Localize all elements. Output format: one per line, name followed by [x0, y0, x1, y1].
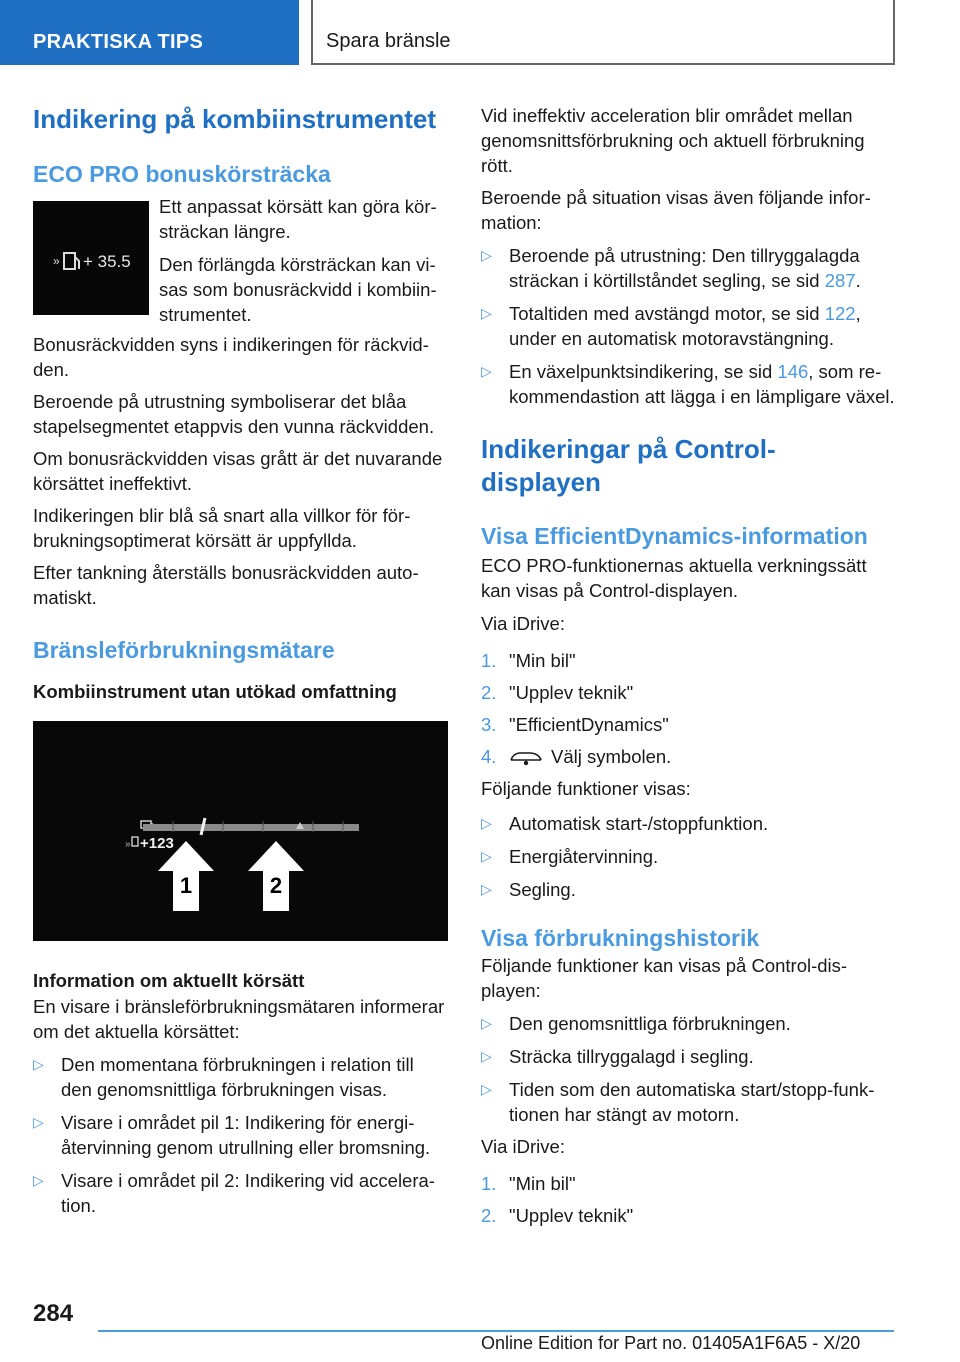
- triangle-bullet-icon: ▷: [481, 247, 492, 263]
- heading-control-display: Indikeringar på Control-displayen: [481, 434, 776, 497]
- heading-eco-pro: ECO PRO bonuskörsträcka: [33, 161, 331, 187]
- paragraph-following: Följande funktioner visas:: [481, 778, 691, 799]
- fuel-pump-icon: [132, 837, 138, 846]
- page-link[interactable]: 146: [777, 361, 809, 382]
- paragraph-history: Följande funktioner kan visas på Control-displayen:: [481, 955, 848, 1001]
- left-column: [33, 100, 448, 1218]
- heading-history: Visa förbrukningshistorik: [481, 925, 760, 951]
- chapter-tab: [0, 0, 299, 65]
- paragraph-blue-segment: Beroende på utrustning symboliserar det blåa stapelsegmentet etappvis den vunna räckvidden.: [33, 391, 435, 437]
- triangle-bullet-icon: ▷: [33, 1056, 44, 1072]
- section-title: Spara bränsle: [326, 30, 451, 52]
- triangle-bullet-icon: ▷: [481, 305, 492, 321]
- eco-block: [33, 194, 448, 334]
- page-link[interactable]: 122: [824, 303, 856, 324]
- paragraph-reset: Efter tankning återställs bonusräckvidden automatiskt.: [33, 562, 419, 608]
- list-item-text: , som rekommendastion att lägga i en lämpligare växel.: [509, 361, 895, 407]
- list-item-text: Visare i området pil 2: Indikering vid acceleration.: [61, 1170, 435, 1216]
- paragraph-grey: Om bonusräckvidden visas grått är det nuvarande körsättet ineffektivt.: [33, 448, 443, 494]
- list-item-text: , under en automatisk motoravstängning.: [509, 303, 861, 349]
- fuel-meter-image: [33, 721, 448, 941]
- fuel-pump-icon: [64, 253, 79, 269]
- paragraph-bonus-range: Bonusräckvidden syns i indikeringen för räckvidden.: [33, 334, 429, 380]
- step-item: [481, 680, 896, 705]
- list-item-text: Den genomsnittliga förbrukningen.: [509, 1013, 791, 1034]
- step-item: [481, 744, 896, 769]
- eco-paragraph-1: Ett anpassat körsätt kan göra körsträckan längre.: [159, 196, 437, 242]
- eco-bonus-image: [33, 201, 149, 315]
- paragraph-inefficient: Vid ineffektiv acceleration blir området mellan genomsnittsförbrukning och aktuell förbrukning rött.: [481, 105, 865, 176]
- page-number: 284: [33, 1300, 74, 1327]
- list-item-text: Sträcka tillryggalagd i segling.: [509, 1046, 754, 1067]
- heading-fuel-meter: Bränsleförbrukningsmätare: [33, 637, 335, 663]
- list-item-text: En växelpunktsindikering, se sid: [509, 361, 778, 382]
- paragraph-indicator: En visare i bränsleförbrukningsmätaren informerar om det aktuella körsättet:: [33, 996, 445, 1042]
- list-item-text: Beroende på utrustning: Den tillryggalagda sträckan i körtillståndet segling, se sid: [509, 245, 860, 291]
- triangle-bullet-icon: ▷: [481, 1081, 492, 1097]
- list-item: [481, 1011, 896, 1036]
- eco-bonus-value: + 35.5: [83, 252, 131, 271]
- step-text: Välj symbolen.: [551, 746, 672, 767]
- triangle-bullet-icon: ▷: [481, 815, 492, 831]
- list-item-text: Den momentana förbrukningen i relation till den genomsnittliga förbrukningen visas.: [61, 1054, 414, 1100]
- fuel-meter-graphic: [33, 721, 448, 941]
- right-column: [481, 100, 896, 1228]
- heading-kombiinstrument: Indikering på kombiinstrumentet: [33, 104, 437, 134]
- list-item: [481, 811, 896, 836]
- section-header: [311, 0, 895, 65]
- chevron-icon: »: [53, 254, 60, 268]
- paragraph-eco-functions: ECO PRO-funktionernas aktuella verkningssätt kan visas på Control-displayen.: [481, 555, 867, 601]
- triangle-bullet-icon: ▷: [481, 363, 492, 379]
- via-idrive-label: Via iDrive:: [481, 1136, 565, 1157]
- footer-divider: [98, 1330, 894, 1332]
- step-number: 3.: [481, 714, 497, 735]
- triangle-bullet-icon: ▷: [33, 1172, 44, 1188]
- list-item-text: .: [855, 270, 861, 291]
- triangle-bullet-icon: ▷: [481, 881, 492, 897]
- list-item: [33, 1168, 448, 1218]
- heading-current-driving: Information om aktuellt körsätt: [33, 970, 305, 991]
- list-item: [481, 844, 896, 869]
- list-item: [481, 1044, 896, 1069]
- heading-kombi-basic: Kombiinstrument utan utökad omfattning: [33, 681, 397, 702]
- list-item: [33, 1052, 448, 1102]
- car-eco-icon: [509, 748, 543, 766]
- step-number: 2.: [481, 682, 497, 703]
- list-item-text: Segling.: [509, 879, 576, 900]
- step-text: "EfficientDynamics": [509, 714, 669, 735]
- step-number: 1.: [481, 1173, 497, 1194]
- list-item: [481, 1077, 896, 1127]
- list-item-text: Visare i området pil 1: Indikering för energiåtervinning genom utrullning eller bromsning.: [61, 1112, 431, 1158]
- step-item: [481, 648, 896, 673]
- meter-value: +123: [140, 835, 174, 852]
- step-text: "Upplev teknik": [509, 1205, 634, 1226]
- step-number: 2.: [481, 1205, 497, 1226]
- list-item-text: Totaltiden med avstängd motor, se sid: [509, 303, 825, 324]
- chapter-label: PRAKTISKA TIPS: [33, 31, 204, 53]
- meter-bar: [143, 824, 359, 831]
- list-item-text: Automatisk start-/stoppfunktion.: [509, 813, 769, 834]
- heading-efficientdynamics: Visa EfficientDynamics-information: [481, 523, 868, 549]
- triangle-bullet-icon: ▷: [33, 1114, 44, 1130]
- list-item: [481, 301, 896, 351]
- list-item-text: Tiden som den automatiska start/stopp-funktionen har stängt av motorn.: [509, 1079, 875, 1125]
- eco-bonus-graphic: [33, 201, 149, 315]
- triangle-bullet-icon: ▷: [481, 1015, 492, 1031]
- meter-needle: [201, 818, 205, 835]
- triangle-bullet-icon: ▷: [481, 1048, 492, 1064]
- step-number: 4.: [481, 746, 497, 767]
- list-item: [481, 877, 896, 902]
- step-item: [481, 1203, 896, 1228]
- page-link[interactable]: 287: [824, 270, 856, 291]
- step-text: "Upplev teknik": [509, 682, 634, 703]
- paragraph-situation: Beroende på situation visas även följande information:: [481, 187, 871, 233]
- list-item: [33, 1110, 448, 1160]
- footer-edition: Online Edition for Part no. 01405A1F6A5 - X/20: [481, 1333, 861, 1353]
- list-item: [481, 243, 896, 293]
- step-text: "Min bil": [509, 1173, 576, 1194]
- list-item-text: Energiåtervinning.: [509, 846, 659, 867]
- list-item: [481, 359, 896, 409]
- eco-paragraph-2: Den förlängda körsträckan kan visas som bonusräckvidd i kombiinstrumentet.: [159, 254, 437, 325]
- arrow-1-label: 1: [179, 873, 193, 898]
- via-idrive-label: Via iDrive:: [481, 613, 565, 634]
- arrow-2-label: 2: [269, 873, 283, 898]
- step-item: [481, 712, 896, 737]
- step-item: [481, 1171, 896, 1196]
- triangle-bullet-icon: ▷: [481, 848, 492, 864]
- eco-text: [159, 194, 449, 327]
- paragraph-blue: Indikeringen blir blå så snart alla villkor för förbrukningsoptimerat körsätt är uppfyllda.: [33, 505, 411, 551]
- step-number: 1.: [481, 650, 497, 671]
- chevron-icon: »: [125, 839, 131, 850]
- step-text: "Min bil": [509, 650, 576, 671]
